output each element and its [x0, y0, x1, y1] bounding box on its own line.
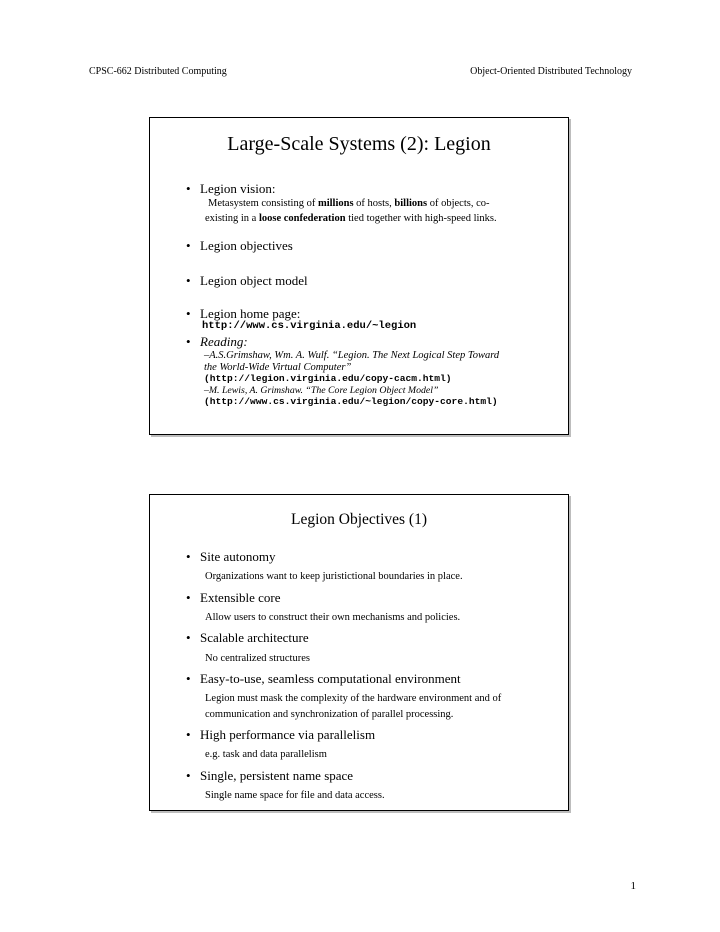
- objective-description: No centralized structures: [205, 653, 310, 664]
- objective-heading: Single, persistent name space: [200, 768, 354, 783]
- objective-heading: Extensible core: [200, 590, 281, 605]
- bullet-label: Legion vision:: [200, 181, 276, 196]
- objective-description: Single name space for file and data access.: [205, 790, 385, 801]
- reference-1-line-2: the World-Wide Virtual Computer”: [204, 362, 352, 373]
- bullet-label: Reading:: [200, 334, 248, 349]
- bullet-dot: •: [186, 334, 191, 349]
- reference-2-link[interactable]: (http://www.cs.virginia.edu/~legion/copy-core.html): [204, 396, 498, 407]
- reference-2-line-1: –M. Lewis, A. Grimshaw. “The Core Legion Object Model”: [204, 385, 439, 396]
- objective-description: e.g. task and data parallelism: [205, 749, 327, 760]
- bullet-dot: •: [186, 671, 191, 686]
- header-course-title: CPSC-662 Distributed Computing: [89, 66, 227, 77]
- text-run: of objects, co-: [427, 198, 490, 209]
- text-run: tied together with high-speed links.: [345, 213, 497, 224]
- objective-heading: Easy-to-use, seamless computational environment: [200, 671, 461, 686]
- slide-large-scale-systems: [149, 117, 569, 435]
- bullet-dot: •: [186, 590, 191, 605]
- emphasis-billions: billions: [394, 198, 428, 209]
- bullet-dot: •: [186, 630, 191, 645]
- reference-1-line-1: –A.S.Grimshaw, Wm. A. Wulf. “Legion. The Next Logical Step Toward: [204, 350, 500, 361]
- page-number: 1: [630, 880, 636, 892]
- bullet-dot: •: [186, 273, 191, 288]
- bullet-label: Legion object model: [200, 273, 308, 288]
- bullet-label: Legion objectives: [200, 238, 293, 253]
- bullet-label: Legion home page:: [200, 306, 301, 321]
- objective-heading: High performance via parallelism: [200, 727, 376, 742]
- objective-heading: Site autonomy: [200, 549, 276, 564]
- objective-heading: Scalable architecture: [200, 630, 309, 645]
- home-page-link[interactable]: http://www.cs.virginia.edu/~legion: [202, 320, 417, 332]
- vision-description-line-1: [208, 196, 489, 211]
- bullet-dot: •: [186, 768, 191, 783]
- slide-title: Legion Objectives (1): [290, 511, 427, 528]
- emphasis-loose-confederation: loose confederation: [258, 213, 346, 224]
- text-run: Metasystem consisting of: [208, 198, 318, 209]
- objective-description: Organizations want to keep juristictional boundaries in place.: [205, 571, 463, 582]
- reference-1-link[interactable]: (http://legion.virginia.edu/copy-cacm.html): [204, 373, 452, 384]
- emphasis-millions: millions: [317, 198, 354, 209]
- slide-title: Large-Scale Systems (2): Legion: [227, 133, 491, 155]
- text-run: of hosts,: [353, 198, 395, 209]
- vision-description-line-2: [205, 211, 497, 226]
- objective-description: communication and synchronization of parallel processing.: [205, 709, 454, 720]
- text-run: existing in a: [205, 213, 259, 224]
- bullet-dot: •: [186, 238, 191, 253]
- objective-description: Allow users to construct their own mechanisms and policies.: [205, 612, 461, 623]
- objective-description: Legion must mask the complexity of the hardware environment and of: [205, 693, 502, 704]
- bullet-dot: •: [186, 549, 191, 564]
- bullet-dot: •: [186, 306, 191, 321]
- slide-legion-objectives: [149, 494, 569, 811]
- bullet-dot: •: [186, 727, 191, 742]
- bullet-dot: •: [186, 181, 191, 196]
- header-topic-title: Object-Oriented Distributed Technology: [470, 66, 632, 77]
